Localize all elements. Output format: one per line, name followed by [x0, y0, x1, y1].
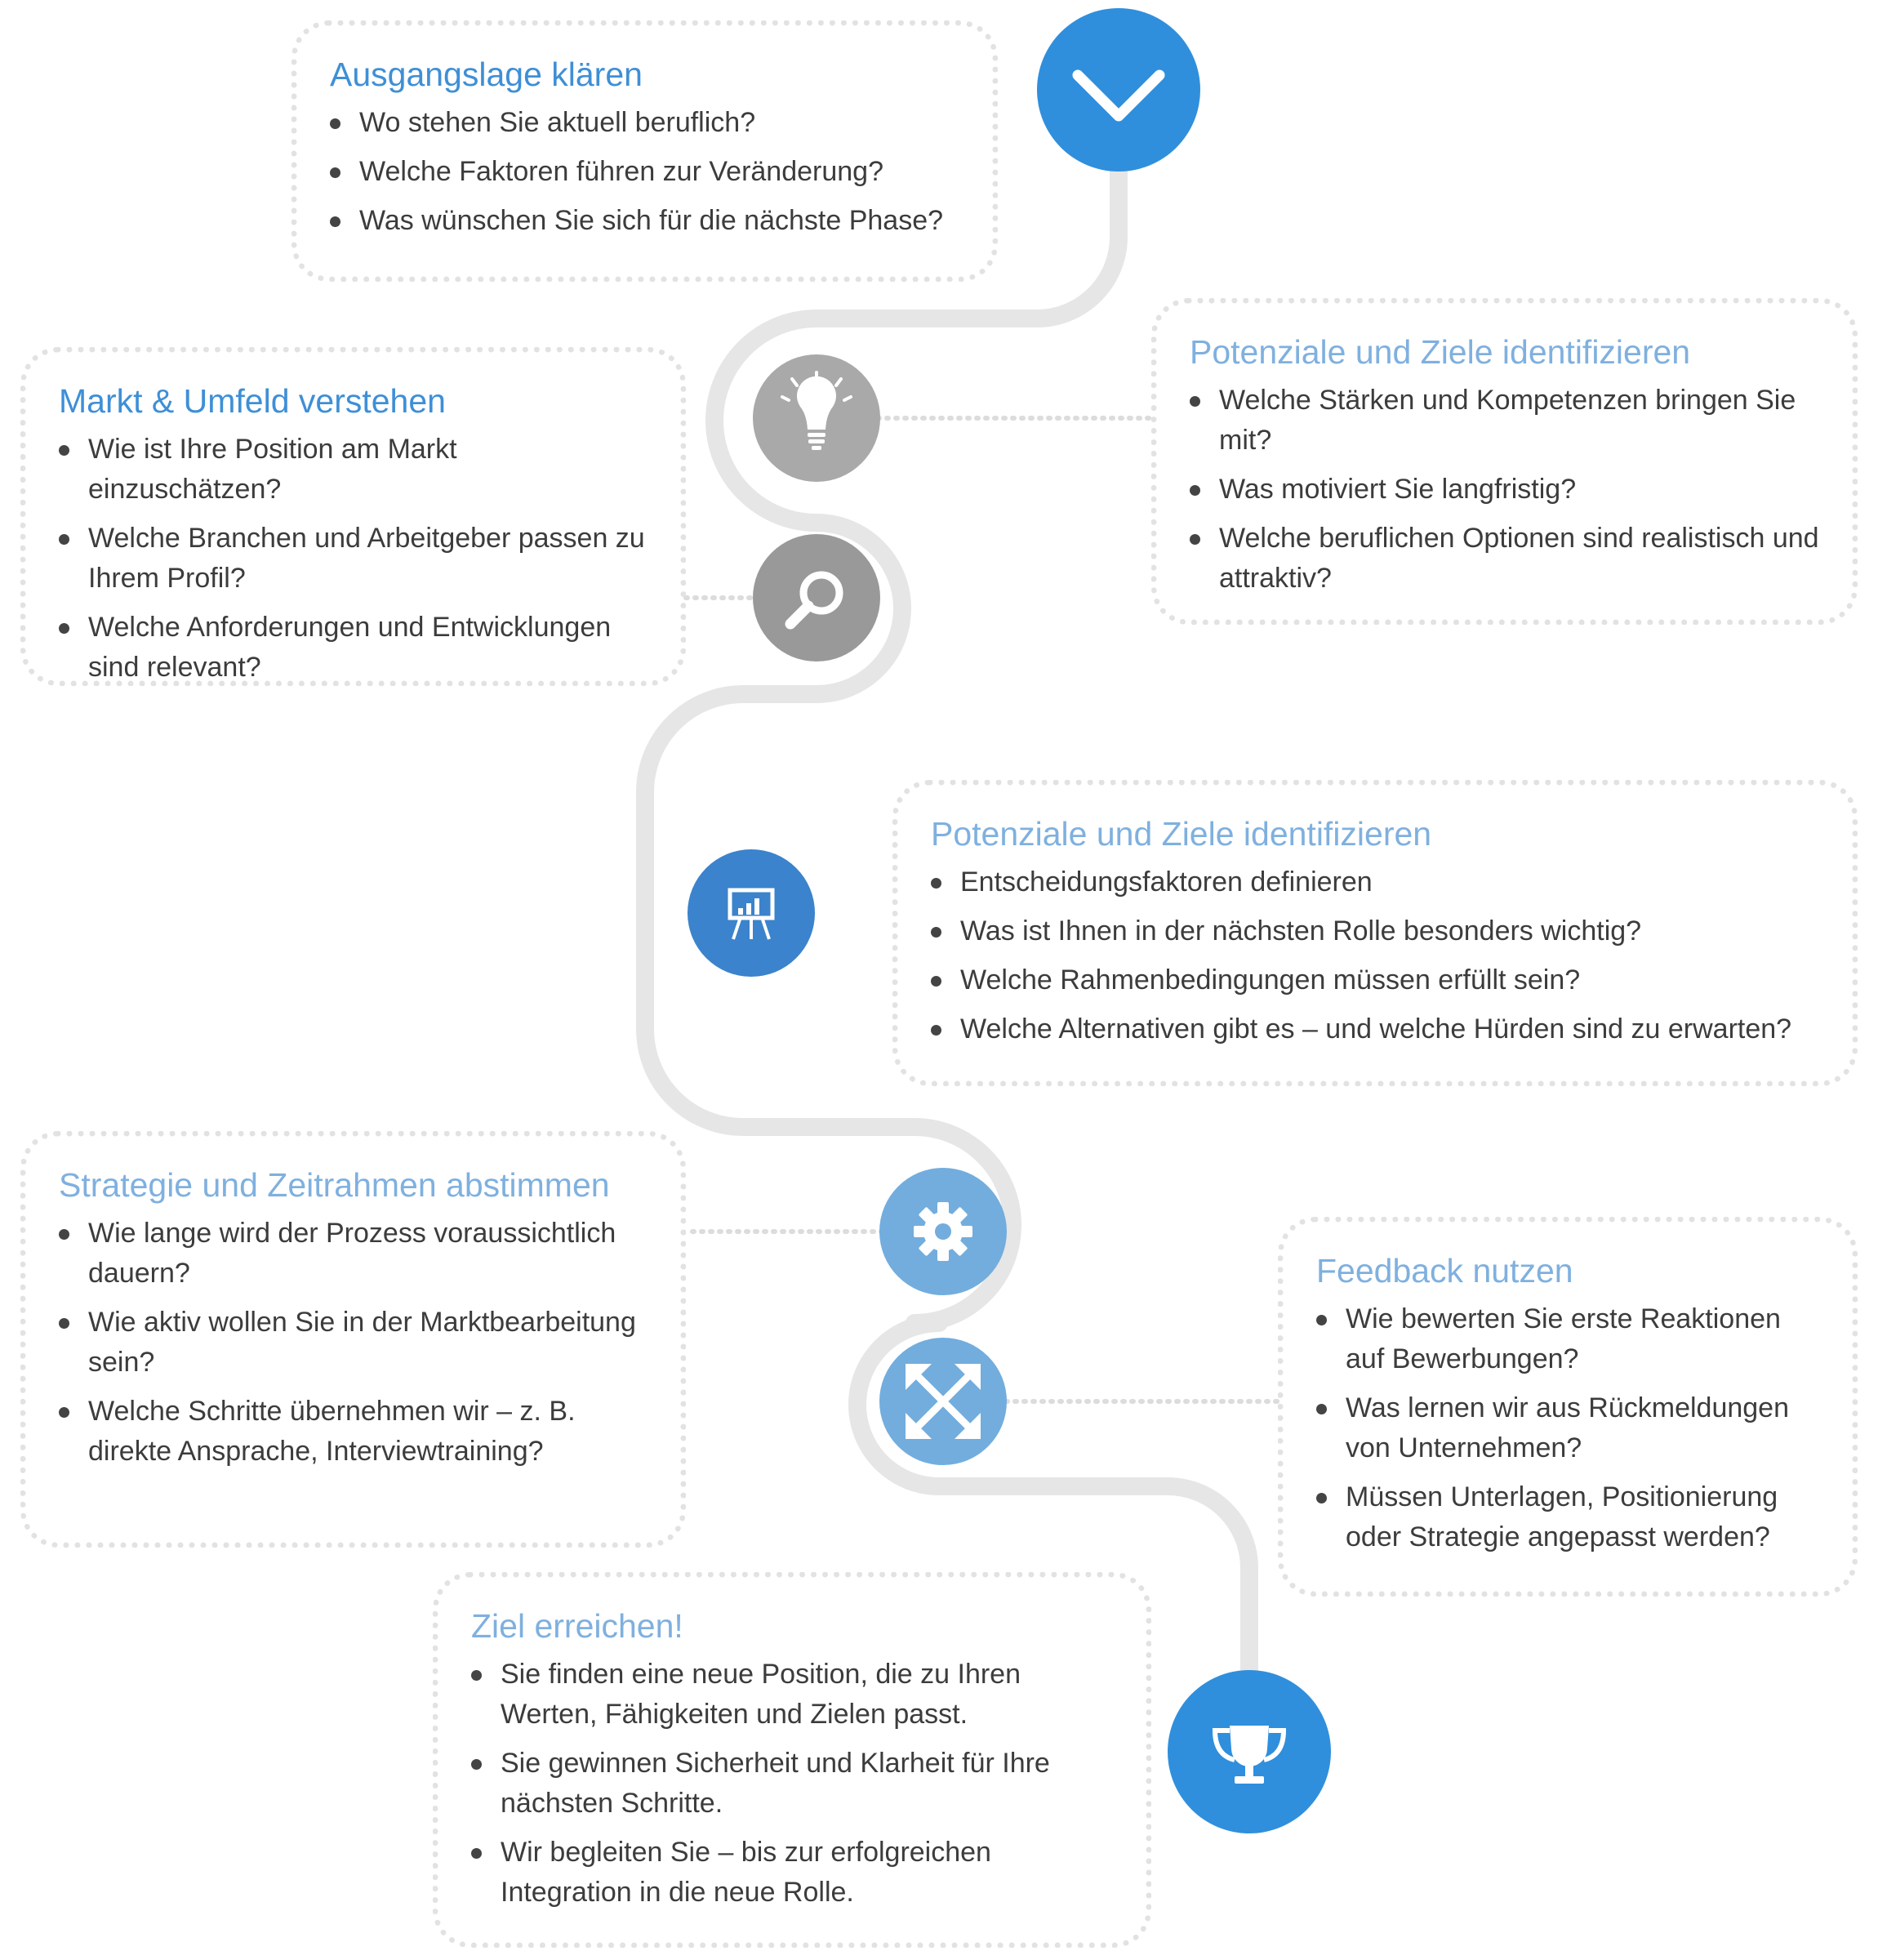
step-circle-3 [753, 534, 880, 662]
list-item: Welche Schritte übernehmen wir – z. B. direkte Ansprache, Interviewtraining? [59, 1392, 648, 1472]
step-card-ausgangslage [291, 20, 998, 282]
card-title: Feedback nutzen [1316, 1252, 1573, 1290]
card-title: Ziel erreichen! [471, 1607, 683, 1645]
step-circle-4 [688, 849, 815, 977]
list-item: Sie gewinnen Sicherheit und Klarheit für Ihre nächsten Schritte. [471, 1744, 1113, 1824]
list-item: Welche Branchen und Arbeitgeber passen zu Ihrem Profil? [59, 519, 648, 599]
step-circle-7 [1168, 1670, 1331, 1833]
card-title: Potenziale und Ziele identifizieren [1190, 333, 1691, 371]
step-card-potenziale-1 [1151, 298, 1858, 625]
question-list [1190, 381, 1819, 599]
list-item: Wir begleiten Sie – bis zur erfolgreichen Integration in die neue Rolle. [471, 1833, 1113, 1913]
question-list [471, 1655, 1113, 1913]
list-item: Was ist Ihnen in der nächsten Rolle besonders wichtig? [931, 911, 1819, 951]
list-item: Was motiviert Sie langfristig? [1190, 470, 1819, 510]
list-item: Müssen Unterlagen, Positionierung oder Strategie angepasst werden? [1316, 1477, 1819, 1557]
list-item: Welche Alternativen gibt es – und welche Hürden sind zu erwarten? [931, 1009, 1819, 1049]
list-item: Welche beruflichen Optionen sind realistisch und attraktiv? [1190, 519, 1819, 599]
step-card-strategie [20, 1131, 686, 1548]
question-list [59, 430, 648, 688]
question-list [1316, 1299, 1819, 1557]
list-item: Entscheidungsfaktoren definieren [931, 862, 1819, 902]
card-title: Potenziale und Ziele identifizieren [931, 815, 1432, 853]
step-card-markt-umfeld [20, 347, 686, 686]
question-list [330, 103, 959, 241]
card-title: Strategie und Zeitrahmen abstimmen [59, 1166, 610, 1204]
card-title: Ausgangslage klären [330, 56, 643, 93]
step-circle-6 [879, 1338, 1007, 1465]
step-card-feedback [1278, 1217, 1858, 1597]
list-item: Sie finden eine neue Position, die zu Ihren Werten, Fähigkeiten und Zielen passt. [471, 1655, 1113, 1735]
list-item: Was lernen wir aus Rückmeldungen von Unternehmen? [1316, 1388, 1819, 1468]
step-circle-2 [753, 354, 880, 482]
list-item: Welche Stärken und Kompetenzen bringen Sie mit? [1190, 381, 1819, 461]
list-item: Welche Anforderungen und Entwicklungen sind relevant? [59, 608, 648, 688]
gear-icon [914, 1202, 972, 1261]
list-item: Wie ist Ihre Position am Markt einzuschätzen? [59, 430, 648, 510]
list-item: Welche Faktoren führen zur Veränderung? [330, 152, 959, 192]
list-item: Welche Rahmenbedingungen müssen erfüllt sein? [931, 960, 1819, 1000]
card-title: Markt & Umfeld verstehen [59, 382, 446, 420]
list-item: Wie lange wird der Prozess voraussichtlich dauern? [59, 1214, 648, 1294]
question-list [931, 862, 1819, 1049]
step-circle-1 [1037, 8, 1200, 172]
question-list [59, 1214, 648, 1472]
step-card-potenziale-2 [892, 780, 1858, 1086]
list-item: Wie aktiv wollen Sie in der Marktbearbeitung sein? [59, 1303, 648, 1383]
list-item: Was wünschen Sie sich für die nächste Phase? [330, 201, 959, 241]
list-item: Wie bewerten Sie erste Reaktionen auf Bewerbungen? [1316, 1299, 1819, 1379]
list-item: Wo stehen Sie aktuell beruflich? [330, 103, 959, 143]
step-card-ziel [433, 1572, 1151, 1948]
step-circle-5 [879, 1168, 1007, 1295]
